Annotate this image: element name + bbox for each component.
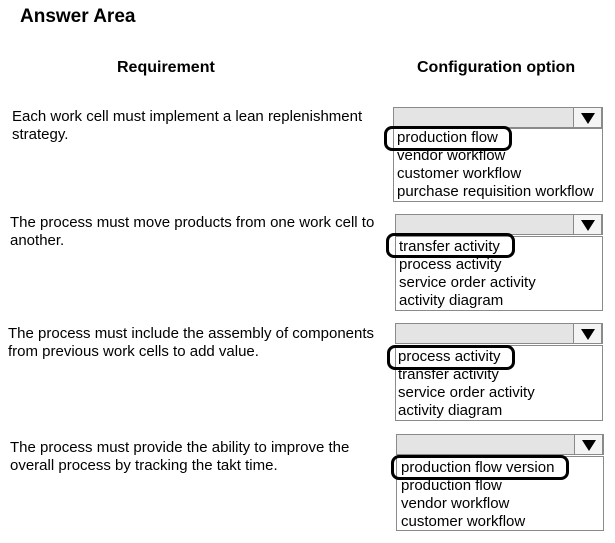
row-4-option-4[interactable]: customer workflow: [401, 513, 526, 530]
row-1-option-2[interactable]: vendor workflow: [397, 147, 506, 164]
requirement-2-text: The process must move products from one work cell to another.: [10, 214, 375, 249]
row-4-option-list: [396, 456, 604, 531]
chevron-down-icon: [581, 329, 595, 340]
row-2-option-1[interactable]: transfer activity: [399, 238, 500, 255]
row-3-option-2[interactable]: transfer activity: [398, 366, 499, 383]
requirement-column-header: Requirement: [117, 59, 215, 76]
requirement-1-text: Each work cell must implement a lean replenishment strategy.: [12, 108, 363, 143]
row-2-option-3[interactable]: service order activity: [399, 274, 536, 291]
row-2-dropdown-arrow[interactable]: [573, 214, 602, 235]
row-4-option-3[interactable]: vendor workflow: [401, 495, 510, 512]
answer-area-title: Answer Area: [20, 6, 136, 27]
row-3-option-4[interactable]: activity diagram: [398, 402, 503, 419]
row-2-option-4[interactable]: activity diagram: [399, 292, 504, 309]
row-2-option-2[interactable]: process activity: [399, 256, 502, 273]
row-4-dropdown[interactable]: [396, 434, 604, 455]
row-1-option-list: [393, 128, 603, 202]
row-3-dropdown[interactable]: [395, 323, 603, 344]
row-4-option-1[interactable]: production flow version: [401, 459, 555, 476]
chevron-down-icon: [581, 220, 595, 231]
chevron-down-icon: [582, 440, 596, 451]
row-1-option-1[interactable]: production flow: [397, 129, 498, 146]
row-3-option-1[interactable]: process activity: [398, 348, 501, 365]
row-4-option-2[interactable]: production flow: [401, 477, 502, 494]
chevron-down-icon: [581, 113, 595, 124]
row-3-dropdown-arrow[interactable]: [573, 323, 602, 344]
requirement-3-text: The process must include the assembly of components from previous work cells to add value.: [8, 325, 375, 360]
configuration-option-column-header: Configuration option: [417, 59, 576, 76]
row-3-option-3[interactable]: service order activity: [398, 384, 535, 401]
row-2-dropdown[interactable]: [395, 214, 603, 235]
row-3-option-list: [395, 345, 603, 421]
row-1-option-4[interactable]: purchase requisition workflow: [397, 183, 594, 200]
row-1-dropdown[interactable]: [393, 107, 603, 128]
row-1-dropdown-arrow[interactable]: [573, 107, 602, 128]
row-2-option-list: [395, 236, 603, 311]
row-4-dropdown-arrow[interactable]: [574, 434, 603, 455]
requirement-4-text: The process must provide the ability to improve the overall process by tracking the takt time.: [10, 439, 350, 474]
row-1-option-3[interactable]: customer workflow: [397, 165, 522, 182]
